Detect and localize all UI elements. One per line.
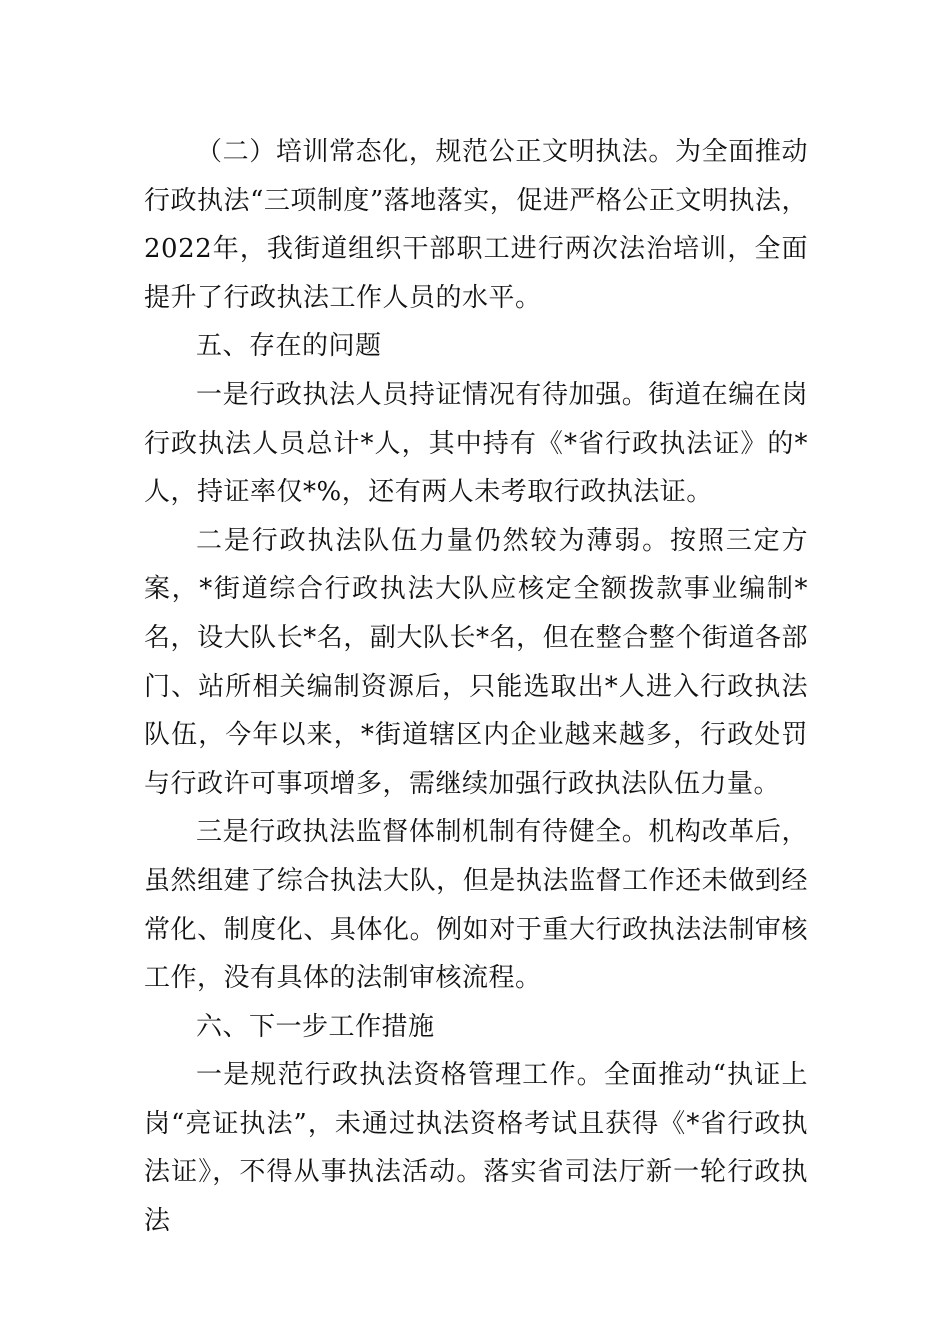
paragraph-problem-two: 二是行政执法队伍力量仍然较为薄弱。按照三定方案，*街道综合行政执法大队应核定全额拨款事业编制*名，设大队长*名，副大队长*名，但在整合整个街道各部门、站所相关编制资源后，只能选取出*人进入行政执法队伍，今年以来，*街道辖区内企业越来越多，行政处罚与行政许可事项增多，需继续加强行政执法队伍力量。 (144, 525, 808, 799)
section-heading-next-steps: 六、下一步工作措施 (196, 1011, 435, 1042)
paragraph-problem-one: 一是行政执法人员持证情况有待加强。街道在编在岗行政执法人员总计*人，其中持有《*省行政执法证》的*人，持证率仅*%，还有两人未考取行政执法证。 (144, 379, 808, 508)
section-heading-existing-problems: 五、存在的问题 (196, 331, 382, 362)
paragraph-training: （二）培训常态化，规范公正文明执法。为全面推动行政执法“三项制度”落地落实，促进严格公正文明执法，2022年，我街道组织干部职工进行两次法治培训，全面提升了行政执法工作人员的水平。 (144, 137, 808, 313)
paragraph-problem-three: 三是行政执法监督体制机制有待健全。机构改革后，虽然组建了综合执法大队，但是执法监督工作还未做到经常化、制度化、具体化。例如对于重大行政执法法制审核工作，没有具体的法制审核流程。 (144, 817, 808, 994)
paragraph-measure-one: 一是规范行政执法资格管理工作。全面推动“执证上岗“亮证执法”，未通过执法资格考试且获得《*省行政执法证》，不得从事执法活动。落实省司法厅新一轮行政执法 (144, 1060, 808, 1237)
document-body (144, 128, 808, 1246)
